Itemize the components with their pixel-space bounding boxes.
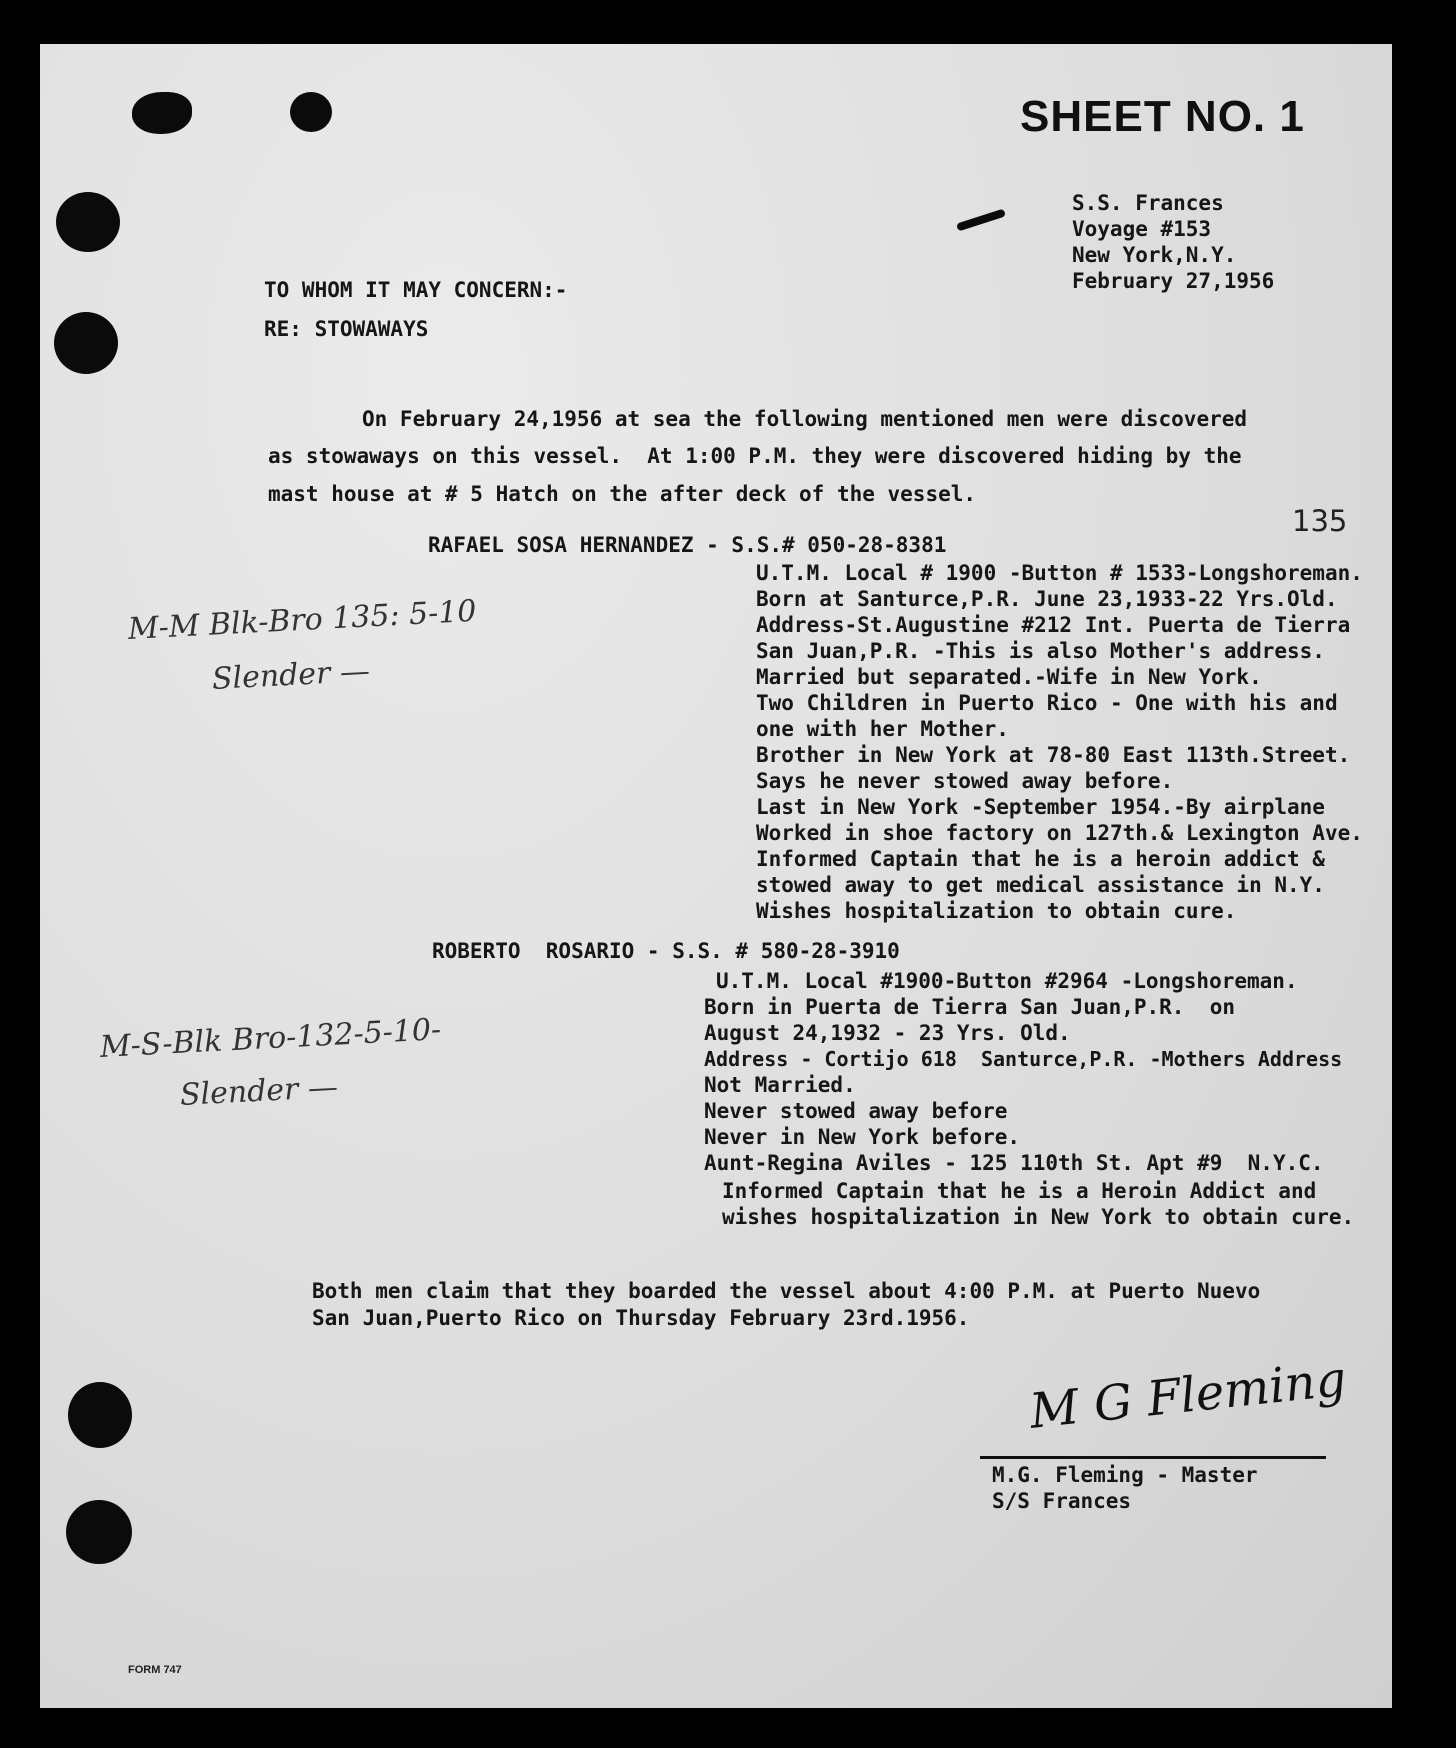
handwritten-note: M-M Blk-Bro 135: 5-10 [127, 593, 478, 647]
punch-hole [56, 192, 120, 252]
voyage-number: Voyage #153 [1072, 217, 1212, 241]
stowaway-detail: San Juan,P.R. -This is also Mother's address. [756, 639, 1325, 663]
stowaway-detail: Address - Cortijo 618 Santurce,P.R. -Mothers Address [704, 1047, 1343, 1071]
stowaway-detail: Aunt-Regina Aviles - 125 110th St. Apt #9 N.Y.C. [704, 1151, 1324, 1175]
ink-blot [132, 92, 192, 134]
punch-hole [68, 1382, 132, 1448]
form-label: FORM 747 [128, 1664, 182, 1676]
stowaway-detail: U.T.M. Local # 1900 -Button # 1533-Longshoreman. [756, 561, 1363, 585]
stowaway-detail: U.T.M. Local #1900-Button #2964 -Longshoreman. [716, 969, 1298, 993]
stowaway-detail: Never in New York before. [704, 1125, 1021, 1149]
sheet-number: SHEET NO. 1 [1020, 92, 1305, 141]
stowaway-detail: Two Children in Puerto Rico - One with his and [756, 691, 1338, 715]
port: New York,N.Y. [1072, 243, 1237, 267]
stowaway-detail: Address-St.Augustine #212 Int. Puerta de Tierra [756, 613, 1351, 637]
handwritten-note: M-S-Blk Bro-132-5-10- [99, 1012, 442, 1065]
stowaway-detail: stowed away to get medical assistance in N.Y. [756, 873, 1325, 897]
signatory-vessel: S/S Frances [992, 1489, 1132, 1513]
stowaway-detail: Never stowed away before [704, 1099, 1008, 1123]
vessel-name: S.S. Frances [1072, 191, 1224, 215]
signatory-name: M.G. Fleming - Master [992, 1463, 1258, 1487]
stowaway-detail: wishes hospitalization in New York to obtain cure. [722, 1205, 1355, 1229]
punch-hole [66, 1500, 132, 1564]
stowaway-detail: Born in Puerta de Tierra San Juan,P.R. on [704, 995, 1236, 1019]
punch-hole [54, 312, 118, 374]
stowaway-detail: Last in New York -September 1954.-By airplane [756, 795, 1325, 819]
stowaway-detail: August 24,1932 - 23 Yrs. Old. [704, 1021, 1071, 1045]
stowaway-detail: Not Married. [704, 1073, 856, 1097]
stowaway-heading: ROBERTO ROSARIO - S.S. # 580-28-3910 [432, 939, 900, 963]
letter-date: February 27,1956 [1072, 269, 1275, 293]
intro-line: as stowaways on this vessel. At 1:00 P.M. they were discovered hiding by the [268, 444, 1242, 468]
closing-line: Both men claim that they boarded the vessel about 4:00 P.M. at Puerto Nuevo [312, 1279, 1261, 1303]
handwritten-note: Slender — [211, 653, 371, 697]
ink-blot [290, 92, 332, 132]
closing-line: San Juan,Puerto Rico on Thursday February 23rd.1956. [312, 1306, 970, 1330]
stowaway-detail: Says he never stowed away before. [756, 769, 1174, 793]
stowaway-detail: Brother in New York at 78-80 East 113th.Street. [756, 743, 1351, 767]
stowaway-detail: Worked in shoe factory on 127th.& Lexington Ave. [756, 821, 1363, 845]
stowaway-detail: one with her Mother. [756, 717, 1009, 741]
stowaway-detail: Born at Santurce,P.R. June 23,1933-22 Yrs.Old. [756, 587, 1338, 611]
stamp-number: 135 [1292, 504, 1348, 538]
intro-line: On February 24,1956 at sea the following mentioned men were discovered [362, 407, 1248, 431]
intro-line: mast house at # 5 Hatch on the after deck of the vessel. [268, 482, 977, 506]
stowaway-heading: RAFAEL SOSA HERNANDEZ - S.S.# 050-28-8381 [428, 533, 947, 557]
signature-line [980, 1456, 1326, 1459]
subject-line: RE: STOWAWAYS [264, 317, 429, 341]
stowaway-detail: Informed Captain that he is a Heroin Addict and [722, 1179, 1317, 1203]
stowaway-detail: Married but separated.-Wife in New York. [756, 665, 1262, 689]
salutation: TO WHOM IT MAY CONCERN:- [264, 278, 568, 302]
stowaway-detail: Wishes hospitalization to obtain cure. [756, 899, 1237, 923]
stowaway-detail: Informed Captain that he is a heroin addict & [756, 847, 1325, 871]
signature: M G Fleming [1027, 1350, 1349, 1440]
handwritten-note: Slender — [179, 1069, 339, 1113]
